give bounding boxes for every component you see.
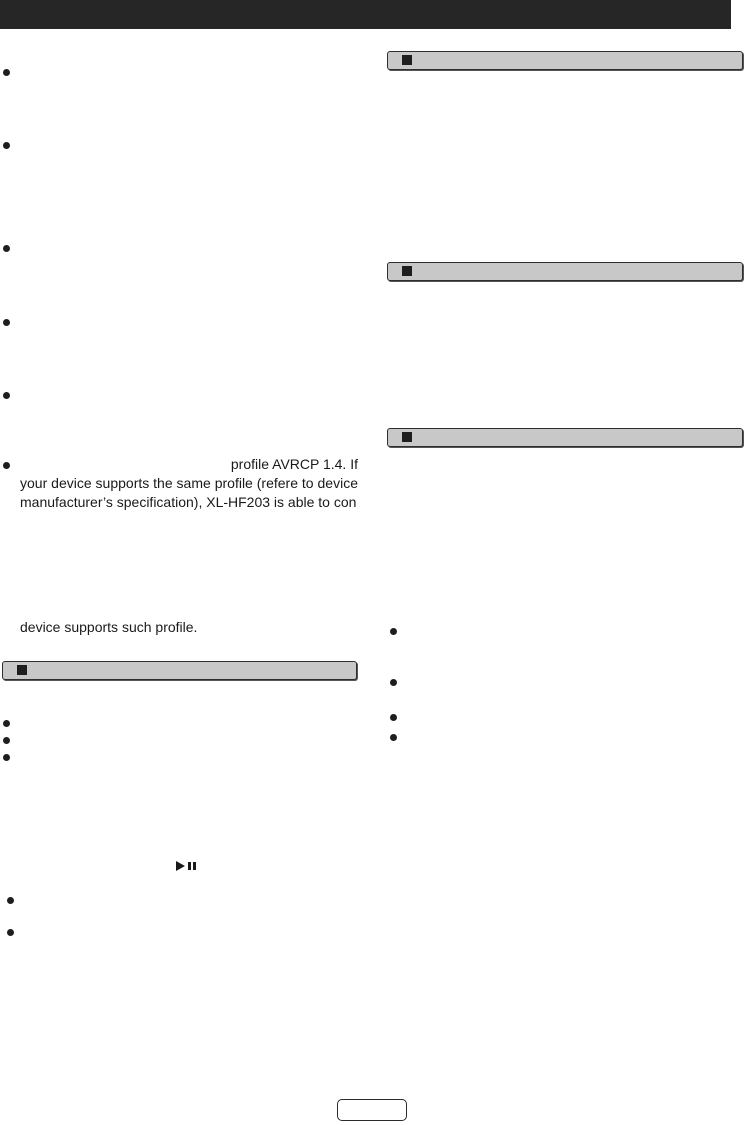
text-line-1: profile AVRCP 1.4. If: [230, 456, 358, 472]
bullet-icon: [390, 714, 397, 721]
bullet-icon: [7, 929, 14, 936]
text-line-2: your device supports the same profile (refere to device: [20, 475, 358, 491]
bullet-icon: [7, 897, 14, 904]
bullet-icon: [3, 319, 10, 326]
bullet-icon: [390, 734, 397, 741]
section-square-icon: [402, 266, 412, 276]
section-header-3: [387, 428, 743, 447]
bullet-icon: [390, 679, 397, 686]
bullet-icon: [3, 720, 10, 727]
bullet-icon: [3, 69, 10, 76]
section-square-icon: [402, 432, 412, 442]
section-square-icon: [402, 55, 412, 65]
section-header-4: [2, 661, 357, 680]
bullet-icon: [3, 142, 10, 149]
text-line-3: manufacturer’s specification), XL-HF203 is able to con: [20, 494, 357, 510]
text-line-4: device supports such profile.: [20, 619, 198, 635]
play-pause-icon: [176, 861, 198, 871]
bullet-icon: [390, 628, 397, 635]
section-square-icon: [17, 665, 27, 675]
bullet-icon: [3, 462, 10, 469]
bullet-icon: [3, 392, 10, 399]
bullet-icon: [3, 737, 10, 744]
bullet-icon: [3, 754, 10, 761]
section-header-1: [387, 51, 743, 70]
section-header-2: [387, 262, 743, 281]
header-bar: [0, 0, 731, 29]
bullet-icon: [3, 245, 10, 252]
page-number-box: [337, 1099, 407, 1121]
